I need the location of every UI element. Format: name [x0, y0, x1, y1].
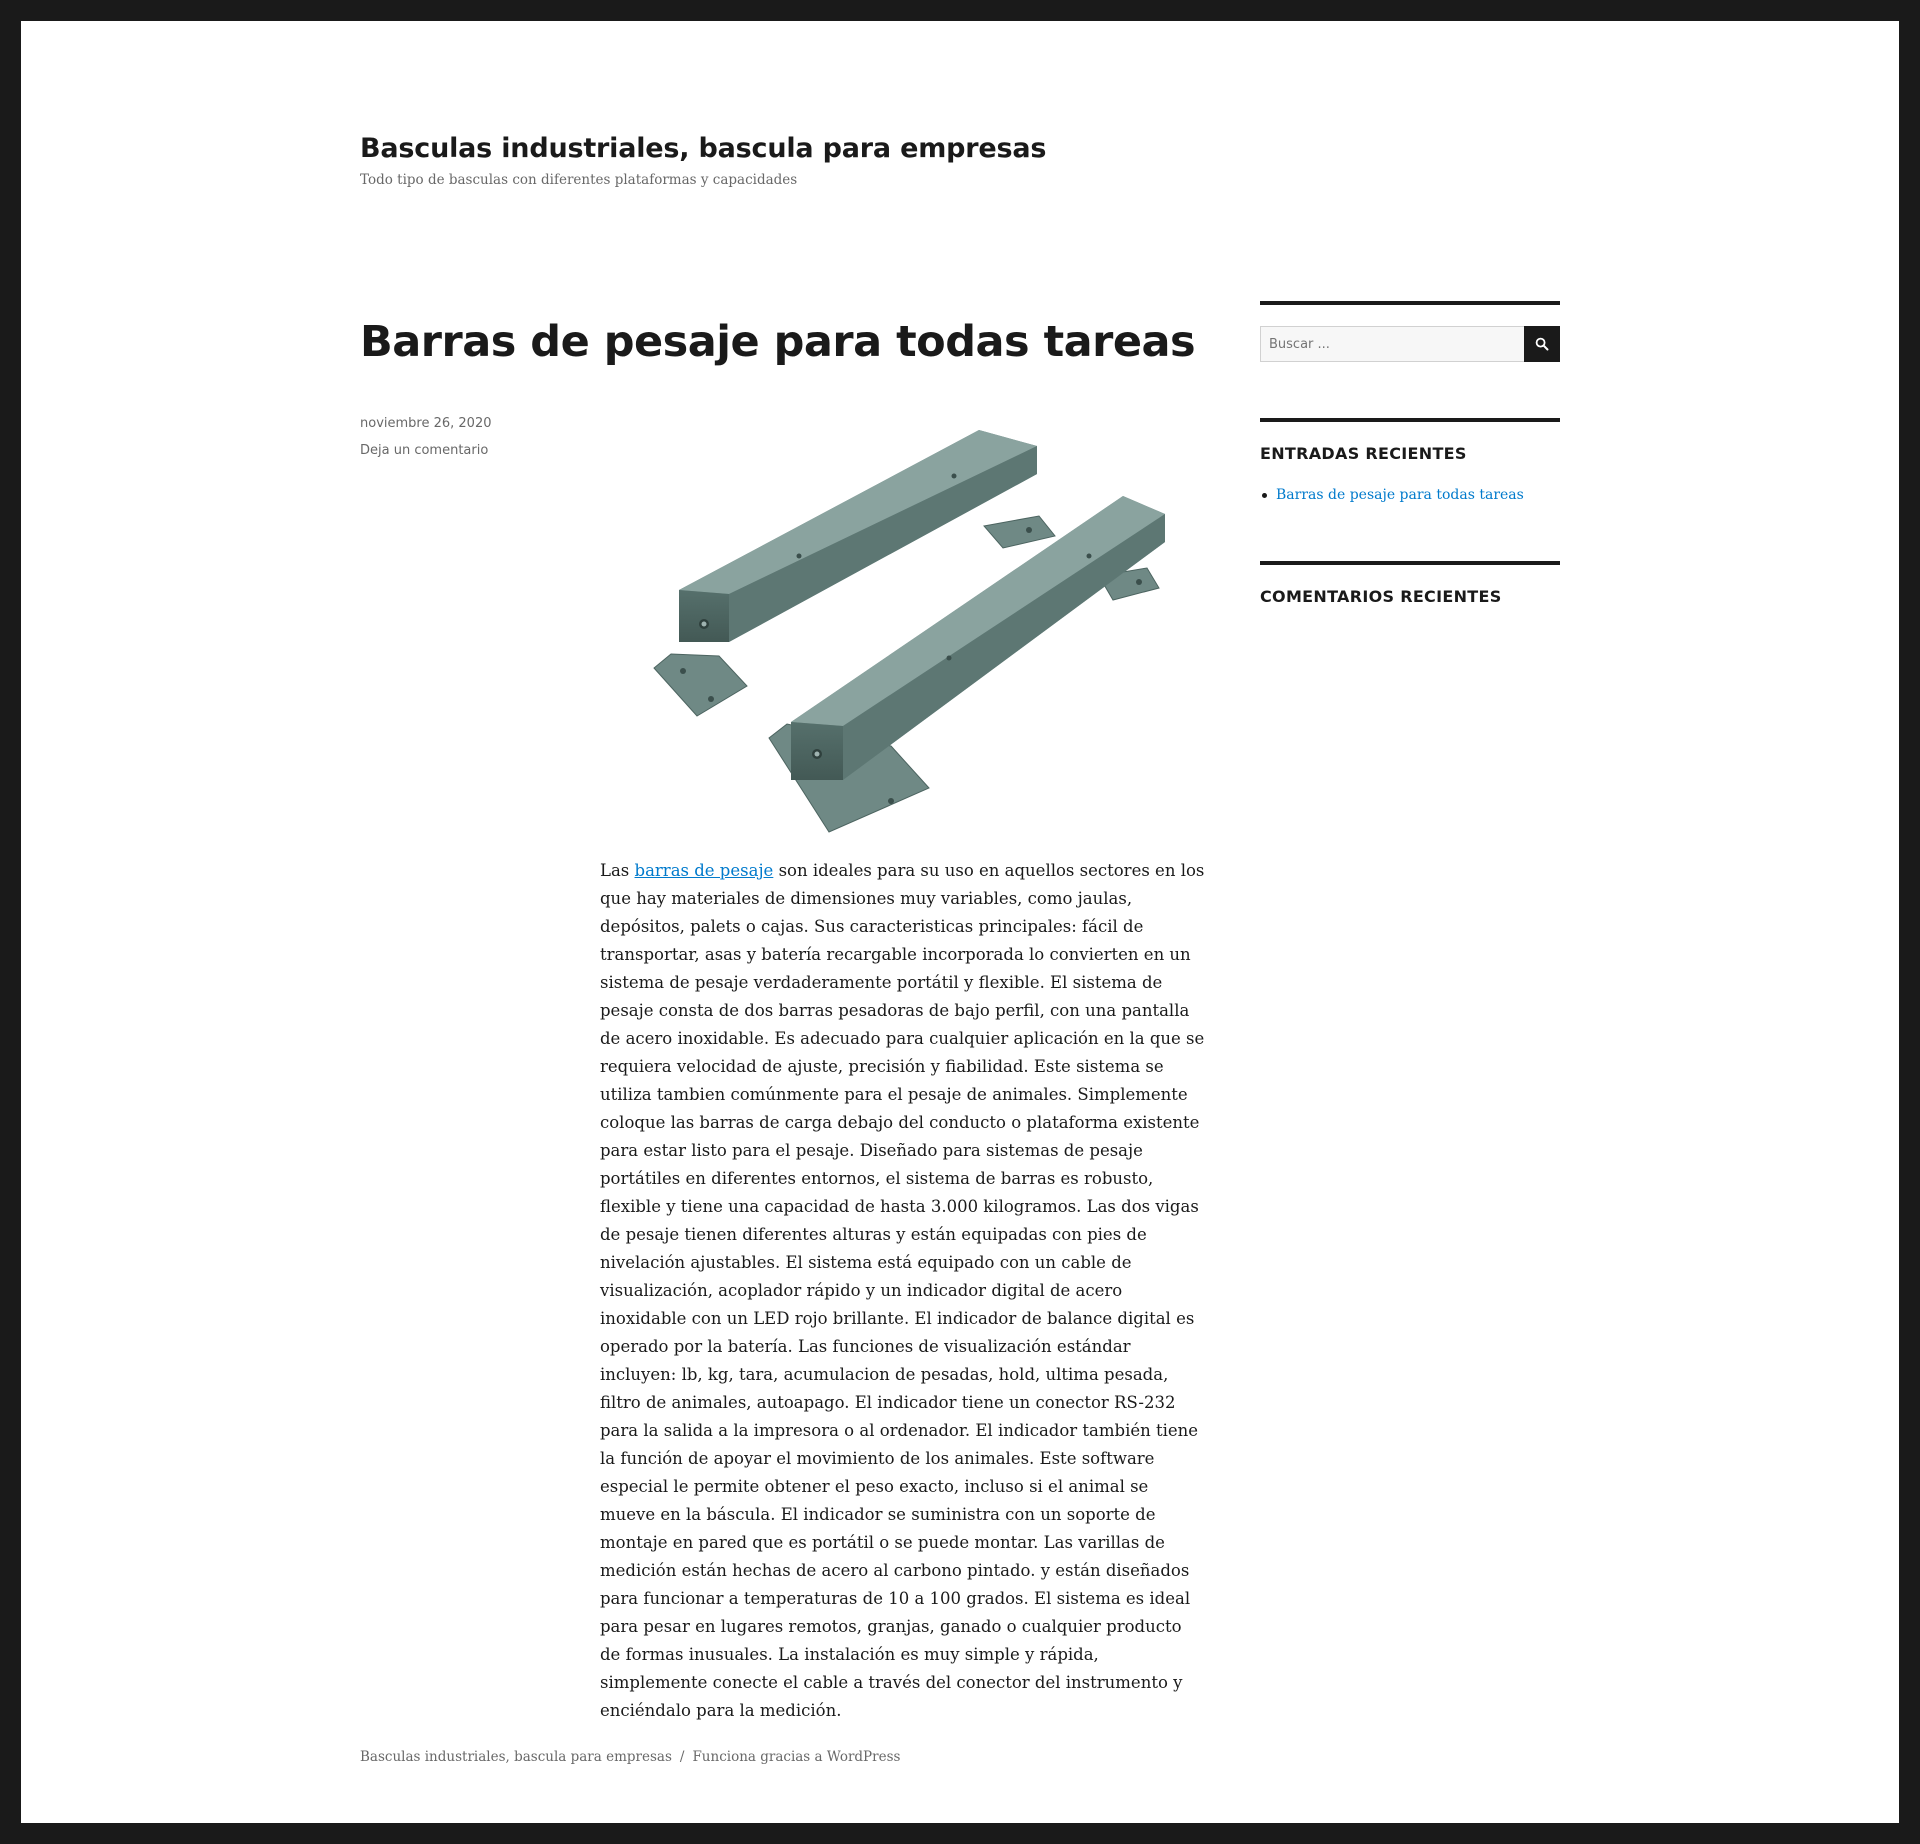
bar-back	[654, 430, 1055, 716]
footer-separator: /	[679, 1749, 685, 1765]
content-prefix: Las	[600, 861, 635, 880]
page	[21, 21, 1899, 1823]
site-title-link[interactable]: Basculas industriales, bascula para empresas	[360, 133, 1047, 164]
barras-de-pesaje-link[interactable]: barras de pesaje	[634, 861, 774, 880]
comments-link[interactable]: Deja un comentario	[360, 443, 489, 458]
recent-posts-widget	[1260, 418, 1560, 505]
post-content	[600, 857, 1205, 1725]
recent-comments-rule	[1260, 561, 1560, 565]
recent-posts-title: ENTRADAS RECIENTES	[1260, 444, 1467, 463]
content-body: son ideales para su uso en aquellos sectores en los que hay materiales de dimensiones muy variables, como jaulas, depósitos, palets o cajas. Sus caracteristicas principales: fácil de transportar, asas y batería recargable incorporada lo convierten en un sistema de pesaje verdaderamente portátil y flexible. El sistema de pesaje consta de dos barras pesadoras de bajo perfil, con una pantalla de acero inoxidable. Es adecuado para cualquier aplicación en la que se requiera velocidad de ajuste, precisión y fiabilidad. Este sistema se utiliza tambien comúnmente para el pesaje de animales. Simplemente coloque las barras de carga debajo del conducto o plataforma existente para estar listo para el pesaje. Diseñado para sistemas de pesaje portátiles en diferentes entornos, el sistema de barras es robusto, flexible y tiene una capacidad de hasta 3.000 kilogramos. Las dos vigas de pesaje tienen diferentes alturas y están equipadas con pies de nivelación ajustables. El sistema está equipado con un cable de visualización, acoplador rápido y un indicador digital de acero inoxidable con un LED rojo brillante. El indicador de balance digital es operado por la batería. Las funciones de visualización estándar incluyen: lb, kg, tara, acumulacion de pesadas, hold, ultima pesada, filtro de animales, autoapago. El indicador tiene un conector RS-232 para la salida a la impresora o al ordenador. El indicador también tiene la función de apoyar el movimiento de los animales. Este software especial le permite obtener el peso exacto, incluso si el animal se mueve en la báscula. El indicador se suministra con un soporte de montaje en pared que es portátil o se puede montar. Las varillas de medición están hechas de acero al carbono pintado. y están diseñados para funcionar a temperaturas de 10 a 100 grados. El sistema es ideal para pesar en lugares remotos, granjas, ganado o cualquier producto de formas inusuales. La instalación es muy simple y rápida, simplemente conecte el cable a través del conector del instrumento y enciéndalo para la medición.	[600, 861, 1205, 1720]
search-input[interactable]	[1260, 326, 1524, 362]
weighing-bars-image	[599, 416, 1179, 836]
wordpress-link[interactable]: Funciona gracias a WordPress	[692, 1749, 901, 1765]
list-item	[1260, 485, 1560, 505]
recent-post-link[interactable]: Barras de pesaje para todas tareas	[1276, 487, 1524, 503]
search-form	[1260, 326, 1560, 362]
post-title: Barras de pesaje para todas tareas	[360, 317, 1196, 367]
recent-comments-widget	[1260, 561, 1560, 606]
sidebar	[1260, 301, 1560, 606]
site-description: Todo tipo de basculas con diferentes plataformas y capacidades	[360, 172, 798, 188]
recent-posts-rule	[1260, 418, 1560, 422]
search-widget-rule	[1260, 301, 1560, 305]
footer-site-link[interactable]: Basculas industriales, bascula para empresas	[360, 1749, 672, 1765]
site-header	[360, 133, 1046, 188]
recent-posts-list	[1260, 485, 1560, 505]
post-paragraph	[600, 857, 1205, 1725]
site-footer	[360, 1749, 900, 1765]
recent-comments-title: COMENTARIOS RECIENTES	[1260, 587, 1502, 606]
post-meta	[360, 416, 492, 458]
search-button[interactable]	[1524, 326, 1560, 362]
post-date-link[interactable]: noviembre 26, 2020	[360, 416, 492, 431]
post-featured-image	[599, 416, 1179, 836]
search-icon	[1535, 337, 1549, 351]
